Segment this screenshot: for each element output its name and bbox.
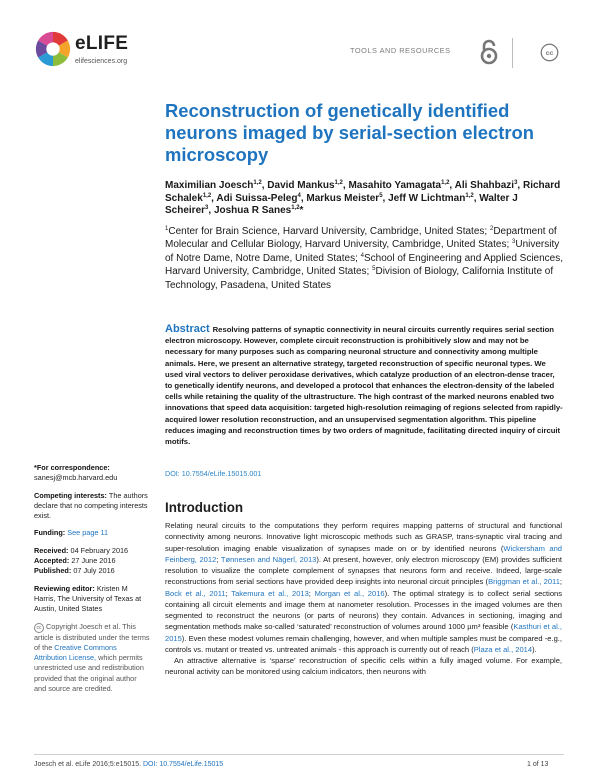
- footer-citation: Joesch et al. eLife 2016;5:e15015. DOI: 10.7554/eLife.15015: [34, 761, 224, 768]
- dates: Received: 04 February 2016 Accepted: 27 June 2016 Published: 07 July 2016: [34, 545, 129, 576]
- competing-interests: Competing interests: The authors declare that no competing interests exist.: [34, 490, 148, 521]
- affiliations: [165, 225, 565, 292]
- author[interactable]: Maximilian Joesch$^{1,2}$,: [165, 180, 268, 191]
- affiliation: $^3$University of Notre Dame, Notre Dame, United States;: [165, 239, 560, 264]
- citation-link[interactable]: Briggman et al., 2011: [488, 577, 560, 587]
- abstract-doi-link[interactable]: DOI: 10.7554/eLife.15015.001: [165, 469, 262, 478]
- author[interactable]: Walter J Scheirer$^3$,: [165, 192, 518, 217]
- author-list: [165, 180, 565, 218]
- license-link[interactable]: Creative Commons Attribution License,: [34, 642, 117, 663]
- open-access-icon[interactable]: [478, 38, 500, 66]
- author[interactable]: Jeff W Lichtman$^{1,2}$,: [388, 192, 480, 204]
- logo-url: elifesciences.org: [75, 58, 128, 65]
- affiliation: $^4$School of Engineering and Applied Sciences, Harvard University, Cambridge, United States;: [165, 252, 564, 278]
- citation-link[interactable]: Morgan et al., 2016: [314, 588, 385, 598]
- affiliation: $^1$Center for Brain Science, Harvard University, Cambridge, United States;: [165, 226, 490, 237]
- article-title: Reconstruction of genetically identified neurons imaged by serial-section electron microscopy: [165, 100, 534, 165]
- citation-link[interactable]: Tønnesen and Nägerl, 2013: [220, 554, 317, 564]
- citation-link[interactable]: Bock et al., 2011: [165, 588, 226, 598]
- citation-link[interactable]: Wickersham and Feinberg, 2012: [165, 543, 563, 564]
- header-divider: [512, 38, 513, 68]
- article-info-sidebar: [34, 463, 150, 701]
- footer-doi-link[interactable]: DOI: 10.7554/eLife.15015: [142, 761, 224, 768]
- reviewing-editor: Reviewing editor: Kristen M Harris, The University of Texas at Austin, United States: [34, 583, 142, 614]
- author[interactable]: Joshua R Sanes$^{1,2}$*: [213, 205, 304, 217]
- introduction-heading: Introduction: [165, 500, 244, 515]
- author[interactable]: David Mankus$^{1,2}$,: [267, 180, 349, 191]
- funding: Funding: See page 11: [34, 528, 109, 538]
- abstract-text: Resolving patterns of synaptic connectivity in neural circuits currently requires serial section electron microscopy. However, complete circuit reconstruction is prohibitively slow and may not be necessary for many purposes such as comparing neuronal structure and connectivity among multiple animals. Here, we present an alternative strategy, targeted reconstruction of specific neuronal types. We used viral vectors to deliver peroxidase derivatives, which catalyze production of an electron-dense tracer, to genetically identify neurons, and developed a protocol that enhances the electron-density of the labeled cells while retaining the quality of the ultrastructure. The high contrast of the marked neurons enabled two innovations that speed data acquisition: targeted high-resolution reimaging of regions selected from rapidly-acquired lower resolution reconstruction, and an unsupervised segmentation algorithm. This pipeline reduces imaging and reconstruction times by two orders of magnitude, facilitating directed inquiry of circuit motifs.: [165, 325, 563, 447]
- abstract: [165, 324, 563, 447]
- affiliation: $^2$Department of Molecular and Cellular Biology, Harvard University, Cambridge, United States;: [165, 226, 557, 251]
- page-number: 1 of 13: [527, 761, 549, 768]
- introduction-body: [165, 520, 562, 678]
- author[interactable]: Richard Schalek$^{1,2}$,: [165, 180, 561, 204]
- creative-commons-icon[interactable]: [540, 43, 559, 62]
- abstract-heading: Abstract: [165, 323, 210, 335]
- intro-paragraph-2: An attractive alternative is ‘sparse’ reconstruction of specific cells within a fully imaged volume. For example, neuronal activity can be monitored using calcium indicators, then neurons with: [165, 656, 562, 677]
- footer-divider: [34, 754, 564, 755]
- affiliation: $^5$Division of Biology, California Institute of Technology, Pasadena, United States: [165, 266, 554, 291]
- author[interactable]: Markus Meister$^5$,: [306, 192, 389, 204]
- copyright-notice: cc Copyright Joesch et al. This article is distributed under the terms of the Creative Commons Attribution License, which permits unrestricted use and redistribution provided that the original author and source are credited.: [34, 621, 150, 694]
- article-section-label: TOOLS AND RESOURCES: [350, 46, 451, 55]
- author[interactable]: Adi Suissa-Peleg$^4$,: [216, 192, 307, 204]
- funding-link[interactable]: See page 11: [67, 528, 109, 538]
- elife-logo[interactable]: [34, 30, 144, 74]
- citation-link[interactable]: Plaza et al., 2014: [473, 644, 533, 654]
- author[interactable]: Ali Shahbazi$^3$,: [454, 180, 523, 191]
- copyright-cc-icon: cc: [34, 623, 44, 633]
- intro-paragraph-1: Relating neural circuits to the computations they perform requires mapping patterns of structural and functional connectivity among neurons. Innovative light microscopic methods such as GRASP, trans-synaptic viral tracing and super-resolution imaging enable visualization of synapses made on or by identified neurons (Wickersham and Feinberg, 2012; Tønnesen and Nägerl, 2013). At present, however, only electron microscopy (EM) provides sufficient resolution to visualize the complete complement of synapses that neurons form and receive. Indeed, large-scale reconstructions from serial sections have provided deep insights into neuronal circuit principles (Briggman et al., 2011; Bock et al., 2011; Takemura et al., 2013; Morgan et al., 2016). The optimal strategy is to collect serial sections containing all circuit elements and image them at nanometer resolution. Processes in the imaged volumes are then segmented to reconstruct the neurons (or parts of neurons) they contain. Advances in sectioning, imaging and segmentation methods make so-called ‘saturated’ reconstruction of volumes around 1000 µm³ feasible (Kasthuri et al., 2015). Even these modest volumes remain challenging, however, and when multiple samples must be compared -e.g., controls vs. mutant or treated vs. untreated animals - this approach is currently out of reach (Plaza et al., 2014).: [165, 521, 563, 654]
- elife-logo-icon: [34, 30, 72, 68]
- cc-glyph: cc: [545, 49, 554, 57]
- logo-wordmark: eLIFE: [75, 33, 129, 54]
- correspondence: *For correspondence: sanesj@mcb.harvard.edu: [34, 463, 118, 483]
- citation-link[interactable]: Takemura et al., 2013: [231, 588, 309, 598]
- citation-link[interactable]: Kasthuri et al., 2015: [165, 622, 563, 643]
- correspondence-email[interactable]: sanesj@mcb.harvard.edu: [34, 473, 118, 483]
- author[interactable]: Masahito Yamagata$^{1,2}$,: [348, 180, 455, 191]
